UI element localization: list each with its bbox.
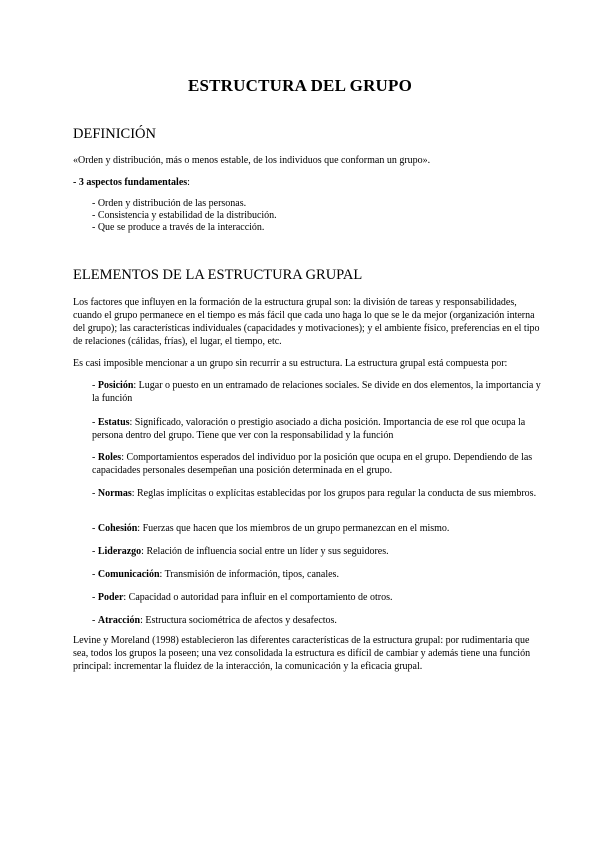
item-term: Cohesión <box>97 523 138 534</box>
item-text: : Lugar o puesto en un entramado de relaciones sociales. Se divide en dos elementos, la importancia y la función <box>92 380 541 404</box>
item-prefix: - <box>92 569 98 580</box>
item-prefix: - <box>92 380 98 391</box>
item-text: : Capacidad o autoridad para influir en el comportamiento de otros. <box>123 592 393 603</box>
item-text: : Comportamientos esperados del individuo por la posición que ocupa en el grupo. Dependiendo de las capacidades personales desempeñan una posición determinada en el grupo. <box>92 452 533 476</box>
element-item-posicion <box>92 379 547 405</box>
aspects-colon: : <box>187 177 190 188</box>
elements-heading: ELEMENTOS DE LA ESTRUCTURA GRUPAL <box>73 267 363 283</box>
element-item-cohesion <box>92 522 547 535</box>
definition-quote: «Orden y distribución, más o menos estable, de los individuos que conforman un grupo». <box>73 155 431 166</box>
aspects-list <box>92 198 277 234</box>
item-term: Normas <box>97 488 132 499</box>
aspect-item: - Consistencia y estabilidad de la distribución. <box>92 210 277 221</box>
definition-heading: DEFINICIÓN <box>73 126 156 142</box>
item-text: : Estructura sociométrica de afectos y desafectos. <box>140 615 337 626</box>
item-term: Posición <box>97 380 134 391</box>
element-item-atraccion <box>92 614 547 627</box>
item-prefix: - <box>92 488 98 499</box>
item-term: Atracción <box>97 615 141 626</box>
item-prefix: - <box>92 523 98 534</box>
element-item-roles <box>92 451 547 477</box>
element-item-poder <box>92 591 547 604</box>
elements-closing: Levine y Moreland (1998) establecieron las diferentes características de la estructura grupal: por rudimentaria que sea, todos los grupos la poseen; una vez consolidada la estructura es difícil de cambiar y además tiene una función principal: incrementar la fluidez de la interacción, la comunicación y la eficacia grupal. <box>73 635 531 672</box>
elements-intro: Los factores que influyen en la formación de la estructura grupal son: la división de tareas y responsabilidades, cuando el grupo permanece en el tiempo es más fácil que cada uno haga lo que se le da mejor (organización interna del grupo); las características individuales (capacidades y motivaciones); y el ambiente físico, preferencias en el tipo de relaciones (cálidas, frías), el lugar, el tiempo, etc. <box>73 297 540 347</box>
item-term: Estatus <box>97 417 130 428</box>
item-text: : Reglas implícitas o explícitas establecidas por los grupos para regular la conducta de sus miembros. <box>131 488 537 499</box>
item-term: Comunicación <box>97 569 160 580</box>
item-prefix: - <box>92 417 98 428</box>
item-term: Liderazgo <box>97 546 142 557</box>
aspects-line <box>73 176 547 189</box>
item-text: : Significado, valoración o prestigio asociado a dicha posición. Importancia de ese rol que ocupa la persona dentro del grupo. Tiene que ver con la responsabilidad y la función <box>92 417 526 441</box>
item-prefix: - <box>92 615 98 626</box>
document-title: ESTRUCTURA DEL GRUPO <box>187 76 413 95</box>
elements-composed: Es casi imposible mencionar a un grupo sin recurrir a su estructura. La estructura grupal está compuesta por: <box>73 358 508 369</box>
aspect-item: - Orden y distribución de las personas. <box>92 198 247 209</box>
element-item-liderazgo <box>92 545 547 558</box>
element-item-estatus <box>92 416 547 442</box>
aspects-label: - 3 aspectos fundamentales <box>73 177 188 188</box>
element-item-normas <box>92 487 547 500</box>
aspect-item: - Que se produce a través de la interacción. <box>92 222 265 233</box>
item-text: : Transmisión de información, tipos, canales. <box>159 569 339 580</box>
item-prefix: - <box>92 592 98 603</box>
item-term: Roles <box>97 452 122 463</box>
item-prefix: - <box>92 452 98 463</box>
item-term: Poder <box>97 592 124 603</box>
element-item-comunicacion <box>92 568 547 581</box>
item-text: : Relación de influencia social entre un líder y sus seguidores. <box>141 546 389 557</box>
item-text: : Fuerzas que hacen que los miembros de un grupo permanezcan en el mismo. <box>137 523 450 534</box>
item-prefix: - <box>92 546 98 557</box>
